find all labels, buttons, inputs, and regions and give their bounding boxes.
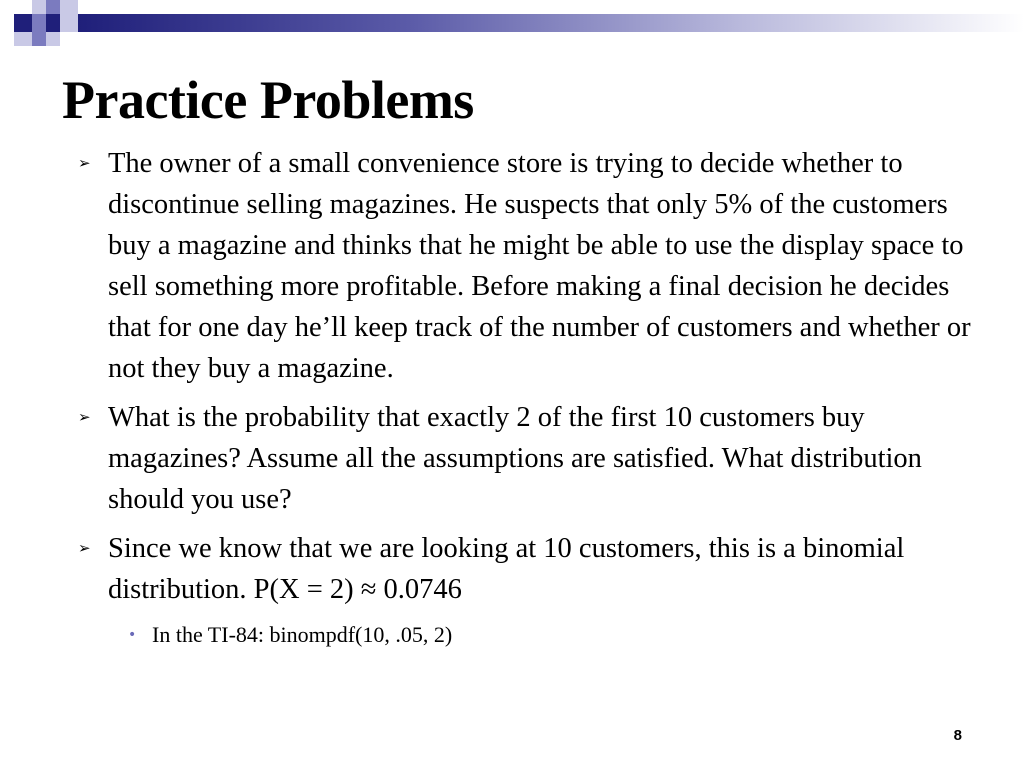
header-square-dark	[14, 14, 32, 32]
header-decoration	[0, 0, 1024, 48]
bullet-text: What is the probability that exactly 2 of the first 10 customers buy magazines? Assume all the assumptions are satisfied. What distribution should you use?	[108, 402, 922, 515]
header-square-mid	[32, 14, 46, 32]
header-square-light	[14, 32, 32, 46]
arrowhead-bullet-icon: ➢	[78, 408, 91, 426]
dot-bullet-icon: •	[128, 627, 137, 643]
bullet-item	[72, 528, 972, 610]
header-square-light	[32, 0, 46, 14]
header-square-mid	[46, 0, 60, 14]
bullet-text: Since we know that we are looking at 10 customers, this is a binomial distribution. P(X = 2) ≈ 0.0746	[108, 533, 905, 605]
header-gradient-bar	[78, 14, 1024, 32]
header-square-light	[60, 14, 78, 32]
header-square-light	[46, 32, 60, 46]
header-square-mid	[32, 32, 46, 46]
slide-body	[72, 143, 972, 652]
bullet-text: The owner of a small convenience store is trying to decide whether to discontinue selling magazines. He suspects that only 5% of the customers buy a magazine and thinks that he might be able to use the display space to sell something more profitable. Before making a final decision he decides that for one day he’ll keep track of the number of customers and whether or not they buy a magazine.	[108, 148, 971, 384]
sub-bullet-item	[72, 618, 972, 652]
sub-bullet-text: In the TI-84: binompdf(10, .05, 2)	[152, 622, 453, 647]
page-number: 8	[953, 727, 962, 744]
arrowhead-bullet-icon: ➢	[78, 154, 91, 172]
header-square-dark	[46, 14, 60, 32]
bullet-item	[72, 143, 972, 389]
header-square-light	[60, 0, 78, 14]
bullet-item	[72, 397, 972, 520]
arrowhead-bullet-icon: ➢	[78, 539, 91, 557]
slide-title: Practice Problems	[62, 70, 474, 130]
